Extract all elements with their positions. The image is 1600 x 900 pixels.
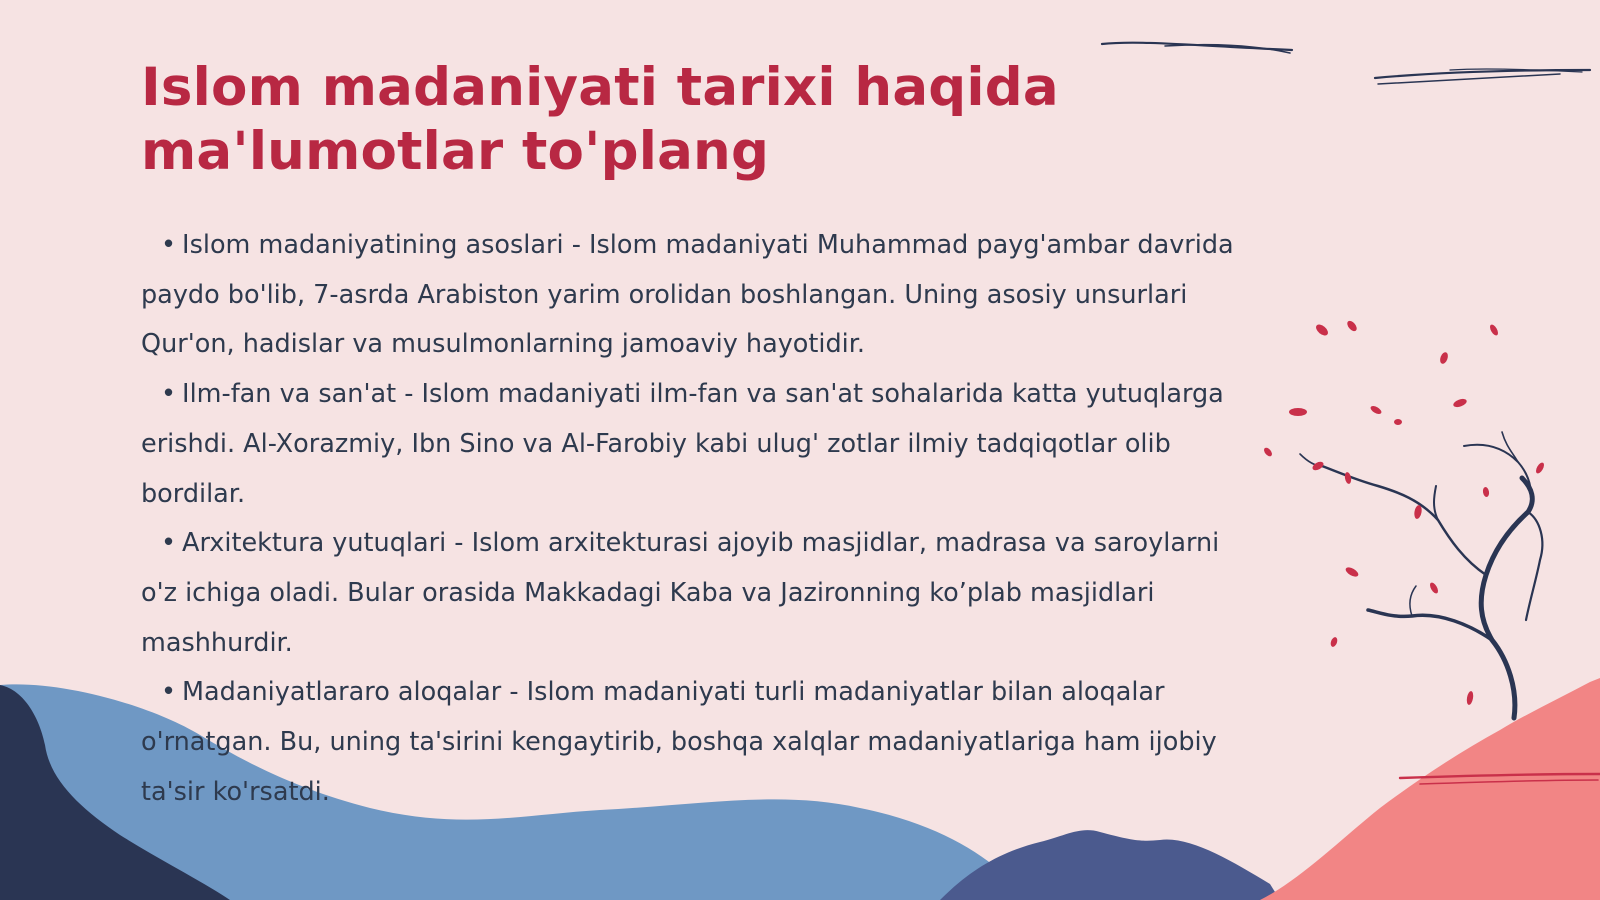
list-item xyxy=(141,519,1261,668)
bullet-text: Islom madaniyatining asoslari - Islom madaniyati Muhammad payg'ambar davrida paydo bo'lib, 7-asrda Arabiston yarim orolidan boshlangan. Uning asosiy unsurlari Qur'on, hadislar va musulmonlarning jamoaviy hayotidir. xyxy=(141,230,1234,360)
bullet-text: Ilm-fan va san'at - Islom madaniyati ilm-fan va san'at sohalarida katta yutuqlarga erishdi. Al-Xorazmiy, Ibn Sino va Al-Farobiy kabi ulug' zotlar ilmiy tadqiqotlar olib bordilar. xyxy=(141,379,1224,509)
bullet-text: Madaniyatlararo aloqalar - Islom madaniyati turli madaniyatlar bilan aloqalar o'rnatgan. Bu, uning ta'sirini kengaytirib, boshqa xalqlar madaniyatlariga ham ijobiy ta'sir ko'rsatdi. xyxy=(141,677,1217,807)
bullet-marker: • xyxy=(161,677,177,708)
slide-title: Islom madaniyati tarixi haqida ma'lumotlar to'plang xyxy=(141,57,1059,182)
list-item xyxy=(141,221,1261,370)
bullet-marker: • xyxy=(161,230,177,260)
blossom-tree-icon xyxy=(1262,319,1545,718)
bullet-text: Arxitektura yutuqlari - Islom arxitekturasi ajoyib masjidlar, madrasa va saroylarni o'z ichiga oladi. Bular orasida Makkadagi Kaba va Jazironning ko’plab masjidlari mashhurdir. xyxy=(141,528,1220,658)
list-item xyxy=(141,668,1261,817)
list-item xyxy=(141,370,1261,519)
bullet-list xyxy=(141,221,1261,817)
bullet-marker: • xyxy=(161,528,177,559)
bullet-marker: • xyxy=(161,379,177,410)
